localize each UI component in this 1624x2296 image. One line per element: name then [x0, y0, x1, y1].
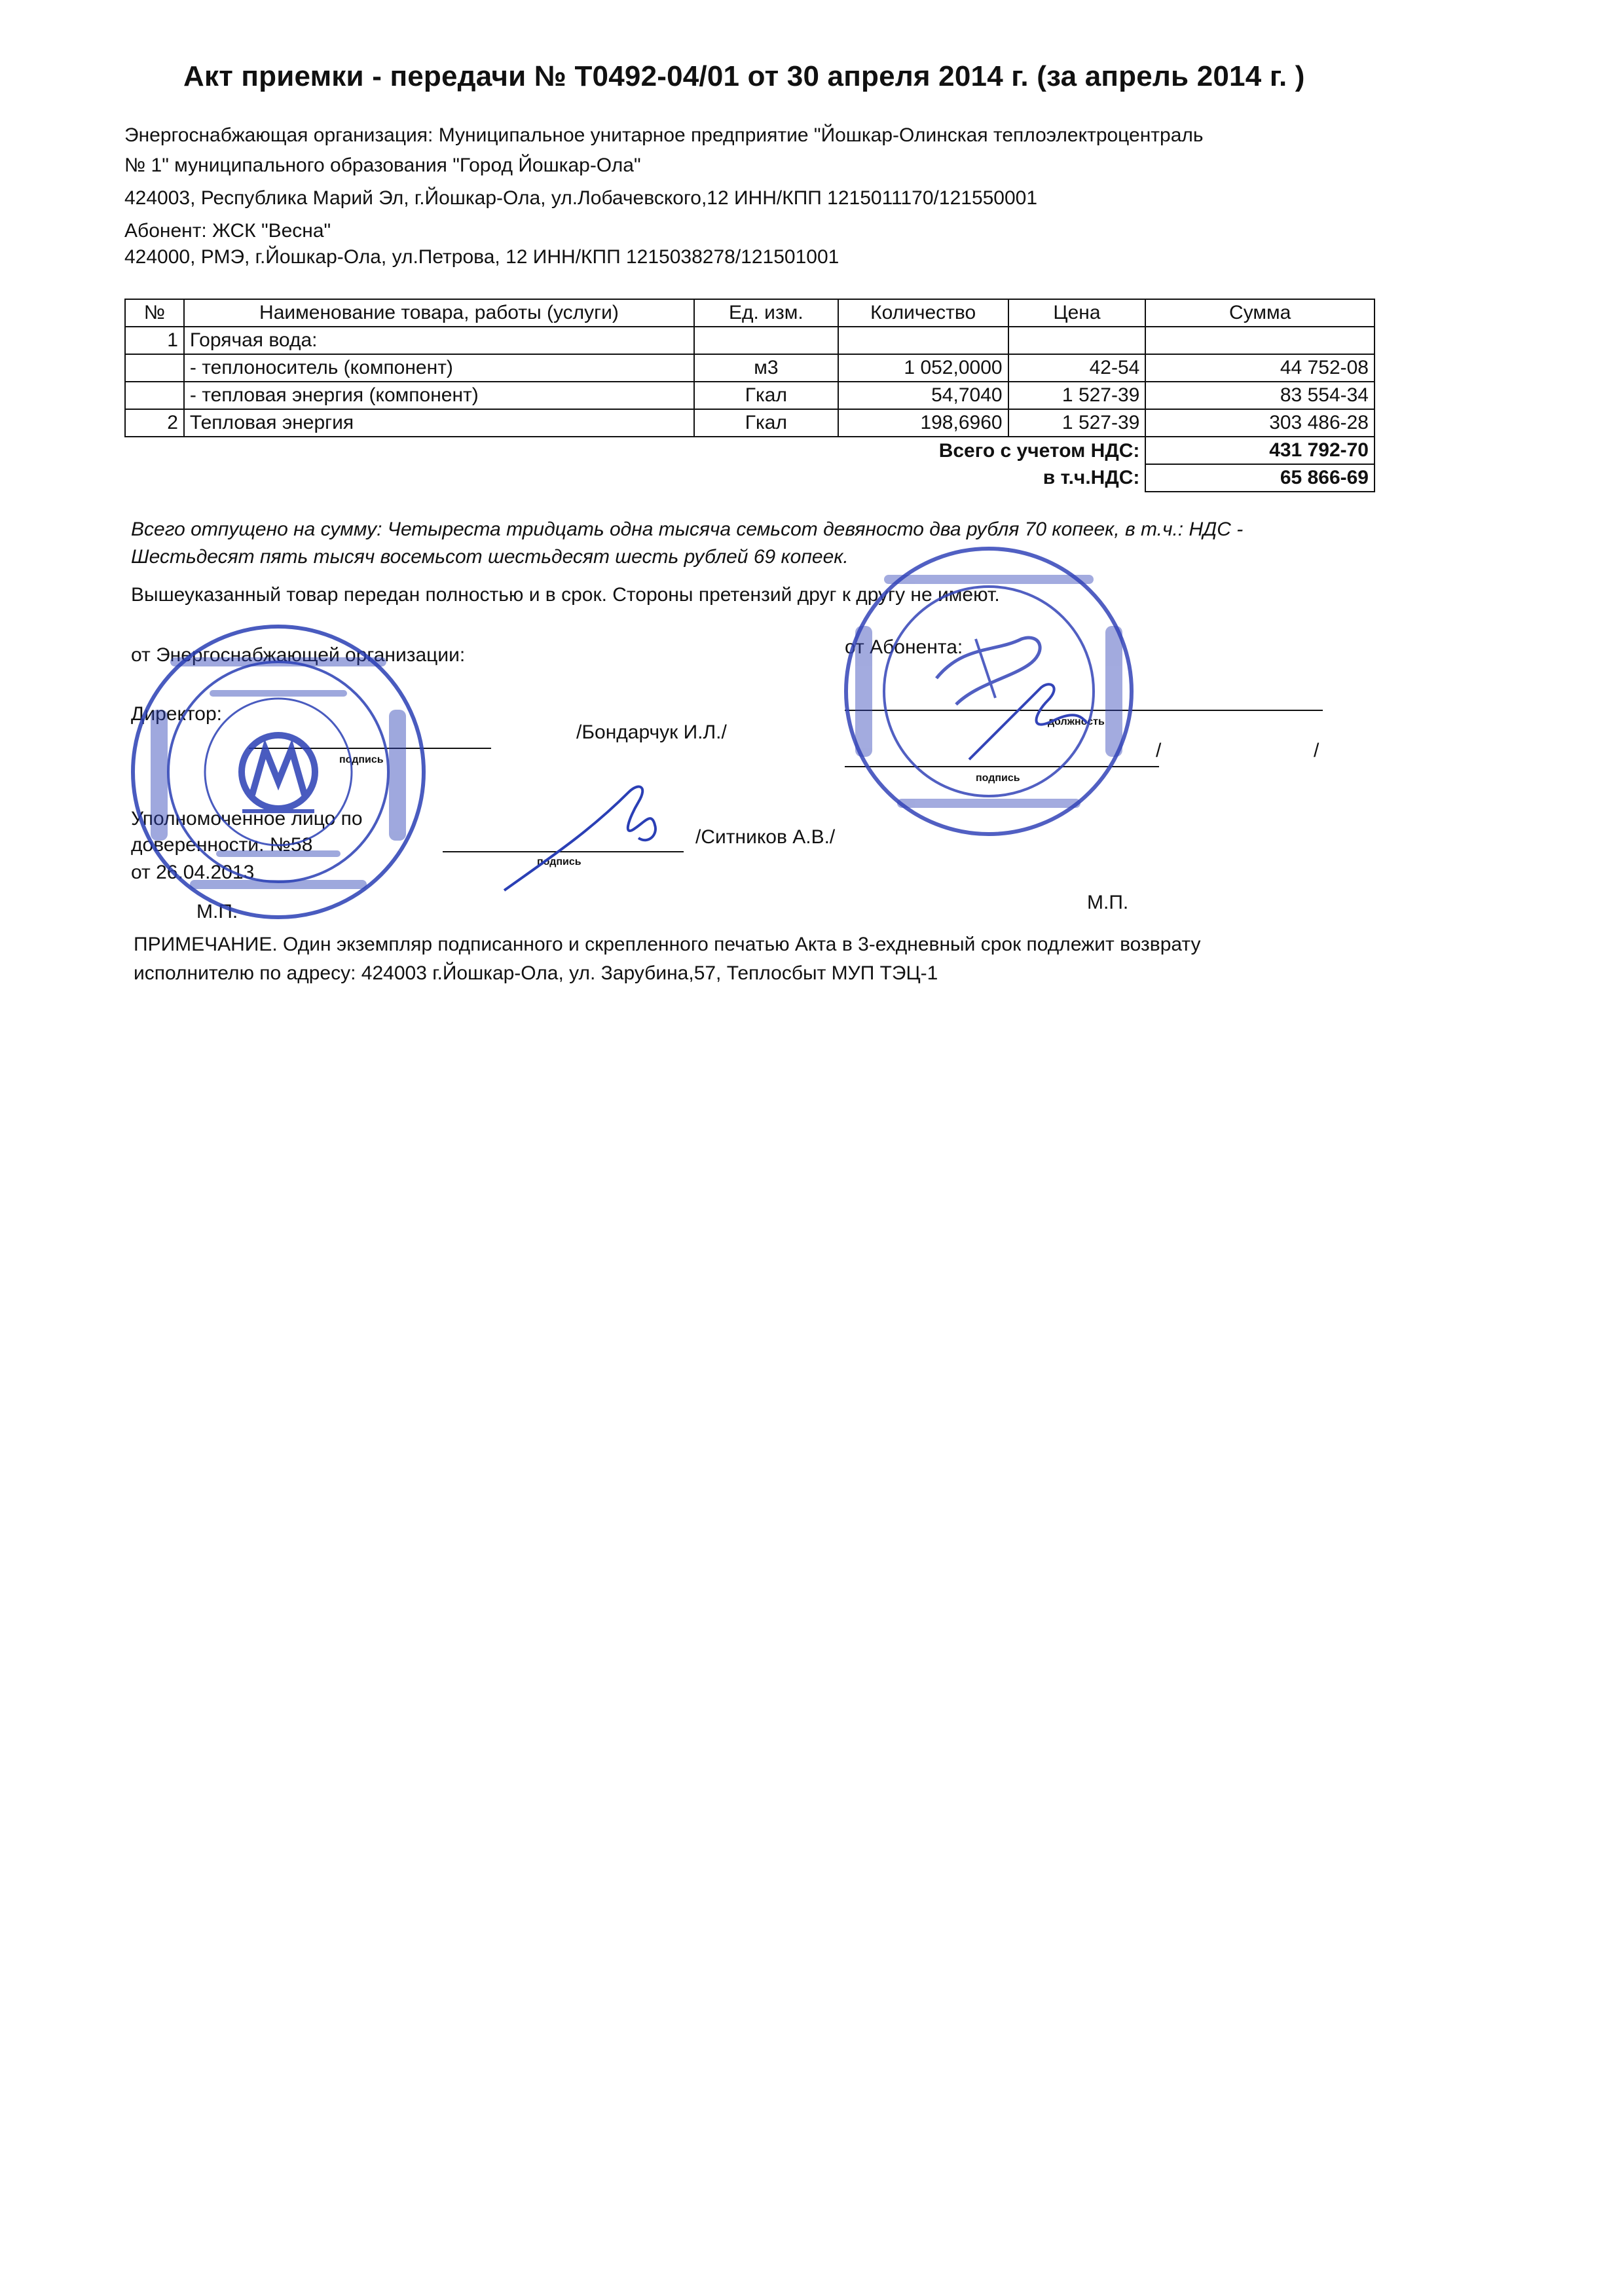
cell-sum: 44 752-08	[1145, 354, 1375, 382]
cell-sum: 83 554-34	[1145, 382, 1375, 409]
goods-table	[124, 299, 1375, 492]
proxy-line-2: доверенности. №58	[131, 834, 313, 856]
total-row	[125, 437, 1375, 464]
subscriber-signature-hint: подпись	[976, 773, 1020, 784]
cell-no	[125, 354, 184, 382]
vat-row	[125, 464, 1375, 492]
note-line-1: ПРИМЕЧАНИЕ. Один экземпляр подписанного и скрепленного печатью Акта в 3-ехдневный срок подлежит возврату	[134, 934, 1201, 955]
summary-statement: Вышеуказанный товар передан полностью и в срок. Стороны претензий друг к другу не имеют.	[131, 584, 1000, 606]
cell-unit: м3	[694, 354, 838, 382]
stamp-place-left: М.П.	[196, 901, 238, 922]
cell-qty: 1 052,0000	[838, 354, 1008, 382]
from-supplier-label: от Энергоснабжающей организации:	[131, 644, 466, 666]
from-subscriber-label: от Абонента:	[845, 636, 963, 658]
cell-name: - теплоноситель (компонент)	[184, 354, 694, 382]
col-header-qty: Количество	[838, 299, 1008, 327]
cell-price: 1 527-39	[1008, 409, 1146, 437]
proxy-handwritten-signature	[498, 773, 694, 897]
total-value: 431 792-70	[1145, 437, 1375, 464]
cell-qty: 198,6960	[838, 409, 1008, 437]
cell-unit	[694, 327, 838, 354]
proxy-line-3: от 26.04.2013	[131, 862, 255, 883]
cell-unit: Гкал	[694, 409, 838, 437]
cell-price: 42-54	[1008, 354, 1146, 382]
table-row	[125, 354, 1375, 382]
supplier-round-stamp	[118, 618, 439, 926]
cell-price: 1 527-39	[1008, 382, 1146, 409]
cell-sum: 303 486-28	[1145, 409, 1375, 437]
table-row	[125, 382, 1375, 409]
table-row	[125, 409, 1375, 437]
cell-no: 1	[125, 327, 184, 354]
vat-label: в т.ч.НДС:	[1043, 467, 1140, 488]
cell-name: Тепловая энергия	[184, 409, 694, 437]
subscriber-address: 424000, РМЭ, г.Йошкар-Ола, ул.Петрова, 12 ИНН/КПП 1215038278/121501001	[124, 246, 840, 268]
cell-unit: Гкал	[694, 382, 838, 409]
supplier-address: 424003, Республика Марий Эл, г.Йошкар-Ола, ул.Лобачевского,12 ИНН/КПП 1215011170/121550001	[124, 187, 1038, 209]
subscriber-slash-1: /	[1156, 740, 1162, 761]
director-name: /Бондарчук И.Л./	[576, 721, 727, 743]
proxy-signature-hint: подпись	[537, 856, 581, 867]
director-label: Директор:	[131, 703, 223, 725]
vat-value: 65 866-69	[1145, 464, 1375, 492]
supplier-line-1: Энергоснабжающая организация: Муниципальное унитарное предприятие "Йошкар-Олинская теплоэлектроцентраль	[124, 124, 1204, 146]
supplier-line-2: № 1" муниципального образования "Город Йошкар-Ола"	[124, 155, 641, 176]
cell-no: 2	[125, 409, 184, 437]
proxy-line-1: Уполномоченное лицо по	[131, 808, 363, 829]
cell-sum	[1145, 327, 1375, 354]
cell-no	[125, 382, 184, 409]
cell-price	[1008, 327, 1146, 354]
summary-line-2: Шестьдесят пять тысяч восемьсот шестьдесят шесть рублей 69 копеек.	[131, 546, 849, 568]
subscriber-slash-2: /	[1314, 740, 1320, 761]
cell-name: Горячая вода:	[184, 327, 694, 354]
total-label: Всего с учетом НДС:	[938, 439, 1140, 462]
col-header-name: Наименование товара, работы (услуги)	[184, 299, 694, 327]
subscriber-line: Абонент: ЖСК "Весна"	[124, 220, 331, 242]
cell-name: - тепловая энергия (компонент)	[184, 382, 694, 409]
stamp-place-right: М.П.	[1087, 892, 1129, 913]
note-line-2: исполнителю по адресу: 424003 г.Йошкар-Ола, ул. Зарубина,57, Теплосбыт МУП ТЭЦ-1	[134, 962, 938, 984]
col-header-no: №	[125, 299, 184, 327]
table-row	[125, 327, 1375, 354]
director-signature-hint: подпись	[339, 754, 384, 765]
table-header-row	[125, 299, 1375, 327]
cell-qty	[838, 327, 1008, 354]
col-header-price: Цена	[1008, 299, 1146, 327]
cell-qty: 54,7040	[838, 382, 1008, 409]
col-header-unit: Ед. изм.	[694, 299, 838, 327]
col-header-sum: Сумма	[1145, 299, 1375, 327]
summary-line-1: Всего отпущено на сумму: Четыреста тридцать одна тысяча семьсот девяносто два рубля 70 копеек, в т.ч.: НДС -	[131, 519, 1244, 540]
document-title: Акт приемки - передачи № Т0492-04/01 от 30 апреля 2014 г. (за апрель 2014 г. )	[183, 60, 1305, 92]
proxy-name: /Ситников А.В./	[695, 826, 836, 848]
subscriber-handwritten-signature	[963, 674, 1094, 773]
subscriber-position-hint: должность	[1048, 716, 1105, 727]
